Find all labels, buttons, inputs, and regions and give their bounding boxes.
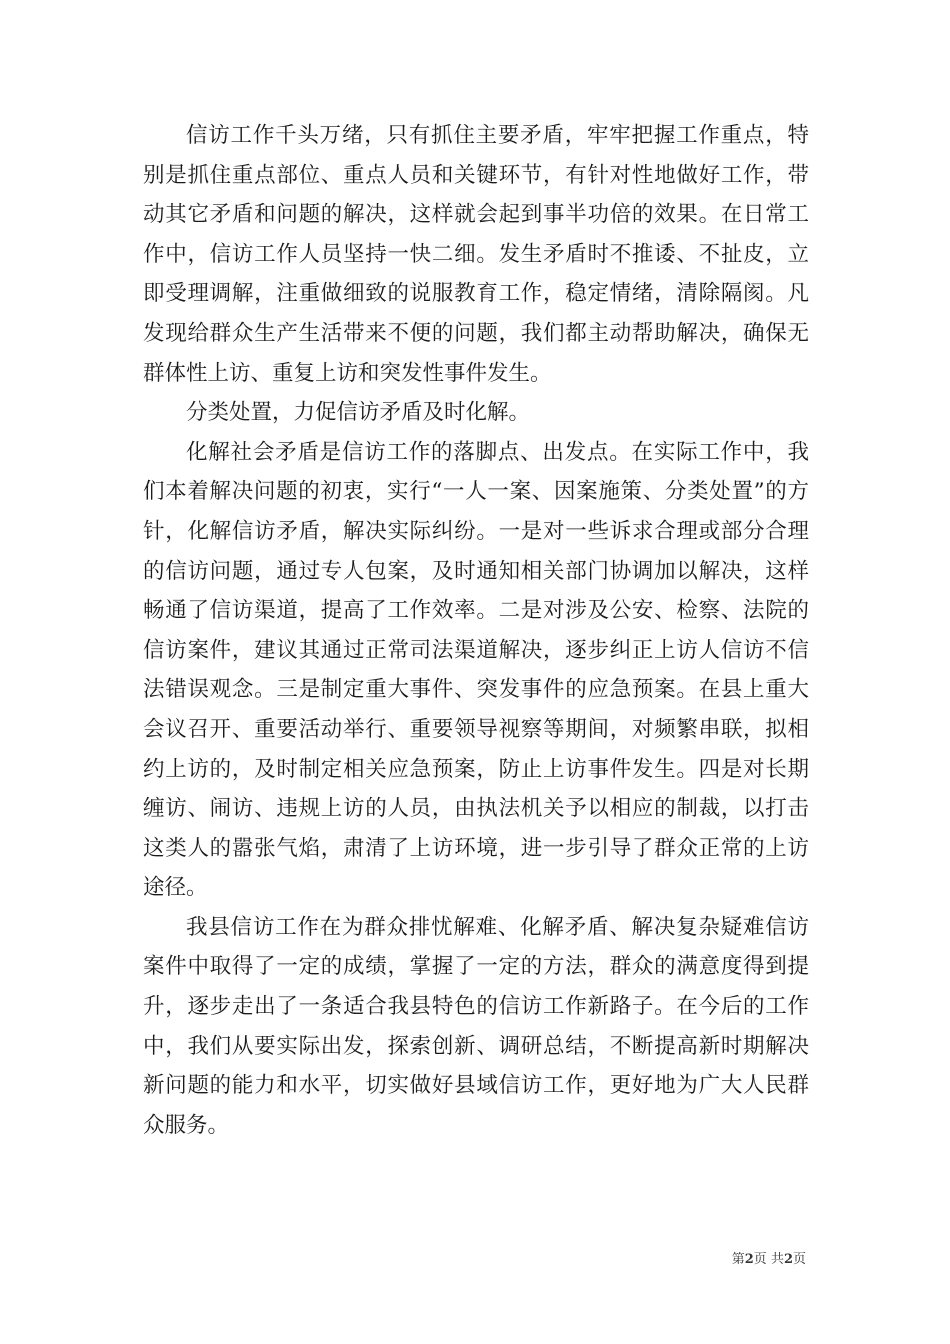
paragraph-conclusion: 我县信访工作在为群众排忧解难、化解矛盾、解决复杂疑难信访案件中取得了一定的成绩，掌握了一定的方法，群众的满意度得到提升，逐步走出了一条适合我县特色的信访工作新路子。在今后的工作中，我们从要实际出发，探索创新、调研总结，不断提高新时期解决新问题的能力和水平，切实做好县域信访工作，更好地为广大人民群众服务。 (143, 914, 809, 1138)
paragraph-resolve-conflicts: 化解社会矛盾是信访工作的落脚点、出发点。在实际工作中，我们本着解决问题的初衷，实行“一人一案、因案施策、分类处置”的方针，化解信访矛盾，解决实际纠纷。一是对一些诉求合理或部分合理的信访问题，通过专人包案，及时通知相关部门协调加以解决，这样畅通了信访渠道，提高了工作效率。二是对涉及公安、检察、法院的信访案件，建议其通过正常司法渠道解决，逐步纠正上访人信访不信法错误观念。三是制定重大事件、突发事件的应急预案。在县上重大会议召开、重要活动举行、重要领导视察等期间，对频繁串联，拟相约上访的，及时制定相关应急预案，防止上访事件发生。四是对长期缠访、闹访、违规上访的人员，由执法机关予以相应的制裁，以打击这类人的嚣张气焰，肃清了上访环境，进一步引导了群众正常的上访途径。 (143, 439, 809, 901)
footer-suffix: 页 (792, 1252, 806, 1267)
document-body (143, 116, 809, 1145)
paragraph-work-focus: 信访工作千头万绪，只有抓住主要矛盾，牢牢把握工作重点，特别是抓住重点部位、重点人员和关键环节，有针对性地做好工作，带动其它矛盾和问题的解决，这样就会起到事半功倍的效果。在日常工作中，信访工作人员坚持一快二细。发生矛盾时不推诿、不扯皮，立即受理调解，注重做细致的说服教育工作，稳定情绪，清除隔阂。凡发现给群众生产生活带来不便的问题，我们都主动帮助解决，确保无群体性上访、重复上访和突发性事件发生。 (143, 123, 809, 386)
footer-current-page: 2 (744, 1252, 754, 1267)
footer-middle: 页 共 (753, 1252, 784, 1267)
page-footer (732, 1248, 806, 1267)
footer-prefix: 第 (731, 1252, 745, 1267)
footer-total-pages: 2 (783, 1252, 793, 1267)
paragraph-section-heading: 分类处置，力促信访矛盾及时化解。 (186, 400, 531, 426)
